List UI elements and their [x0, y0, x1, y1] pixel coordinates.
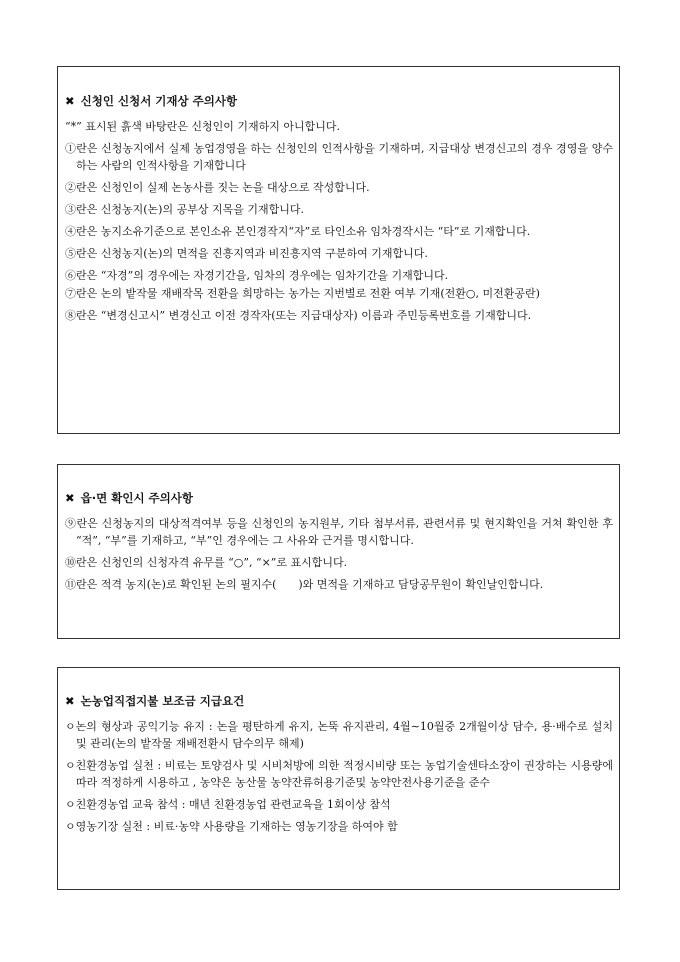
note-item: ⑪란은 적격 농지(논)로 확인된 논의 필지수( )와 면적을 기재하고 담당공무원이 확인날인합니다. — [65, 578, 544, 591]
section-heading — [65, 693, 613, 709]
note-item: ①란은 신청농지에서 실제 농업경영을 하는 신청인의 인적사항을 기재하며, 지급대상 변경신고의 경우 경영을 양수하는 사람의 인적사항을 기재합니다 — [65, 142, 613, 172]
note-item: “*” 표시된 흙색 바탕란은 신청인이 기재하지 아니합니다. — [65, 120, 340, 133]
note-item: ⑨란은 신청농지의 대상적격여부 등을 신청인의 농지원부, 기타 첨부서류, 관련서류 및 현지확인을 거쳐 확인한 후 “적”, “부”를 기재하고, “부”인 경우에는 그 사유와 근거를 명시합니다. — [65, 517, 613, 547]
section-title: 읍·면 확인시 주의사항 — [80, 491, 193, 505]
section-heading — [65, 490, 613, 506]
cross-mark-icon: ✖ — [65, 694, 75, 708]
section-office-confirm-notes — [57, 464, 620, 639]
requirement-item: ㅇ친환경농업 교육 참석 : 매년 친환경농업 관련교육을 1회이상 참석 — [65, 798, 391, 811]
note-item: ⑥란은 “자경”의 경우에는 자경기간을, 임차의 경우에는 임차기간을 기재합니다. — [65, 269, 449, 282]
note-item: ②란은 신청인이 실제 논농사를 짓는 논을 대상으로 작성합니다. — [65, 181, 370, 194]
section-title: 논농업직접지불 보조금 지급요건 — [80, 694, 245, 708]
section-subsidy-requirements — [57, 667, 620, 890]
note-item: ③란은 신청농지(논)의 공부상 지목을 기재합니다. — [65, 203, 304, 216]
note-item: ⑤란은 신청농지(논)의 면적을 진흥지역과 비진흥지역 구분하여 기재합니다. — [65, 247, 428, 260]
section-title: 신청인 신청서 기재상 주의사항 — [80, 94, 238, 108]
requirement-item: ㅇ영농기장 실천 : 비료·농약 사용량을 기재하는 영농기장을 하여야 함 — [65, 820, 398, 833]
section-applicant-notes — [57, 66, 620, 434]
requirement-item: ㅇ친환경농업 실천 : 비료는 토양검사 및 시비처방에 의한 적정시비량 또는 농업기술센타소장이 권장하는 시용량에 따라 적정하게 시용하고 , 농약은 농산물 농약잔류허용기준및 농약안전사용기준을 준수 — [65, 759, 613, 789]
section-heading — [65, 93, 613, 109]
note-item: ④란은 농지소유기준으로 본인소유 본인경작지“자”로 타인소유 임차경작시는 “타”로 기재합니다. — [65, 225, 531, 238]
note-item: ⑩란은 신청인의 신청자격 유무를 “○”, “×”로 표시합니다. — [65, 556, 348, 569]
note-item: ⑧란은 “변경신고시” 변경신고 이전 경작자(또는 지급대상자) 이름과 주민등록번호를 기재합니다. — [65, 309, 532, 322]
requirement-item: ㅇ논의 형상과 공익기능 유지 : 논을 평탄하게 유지, 논뚝 유지관리, 4월∼10월중 2개월이상 담수, 용·배수로 설치 및 관리(논의 밭작물 재배전환시 담수의무 해제) — [65, 720, 613, 750]
cross-mark-icon: ✖ — [65, 94, 75, 108]
note-item: ⑦란은 논의 밭작물 재배작목 전환을 희망하는 농가는 지번별로 전환 여부 기재(전환○, 미전환공란) — [65, 287, 540, 300]
cross-mark-icon: ✖ — [65, 491, 75, 505]
